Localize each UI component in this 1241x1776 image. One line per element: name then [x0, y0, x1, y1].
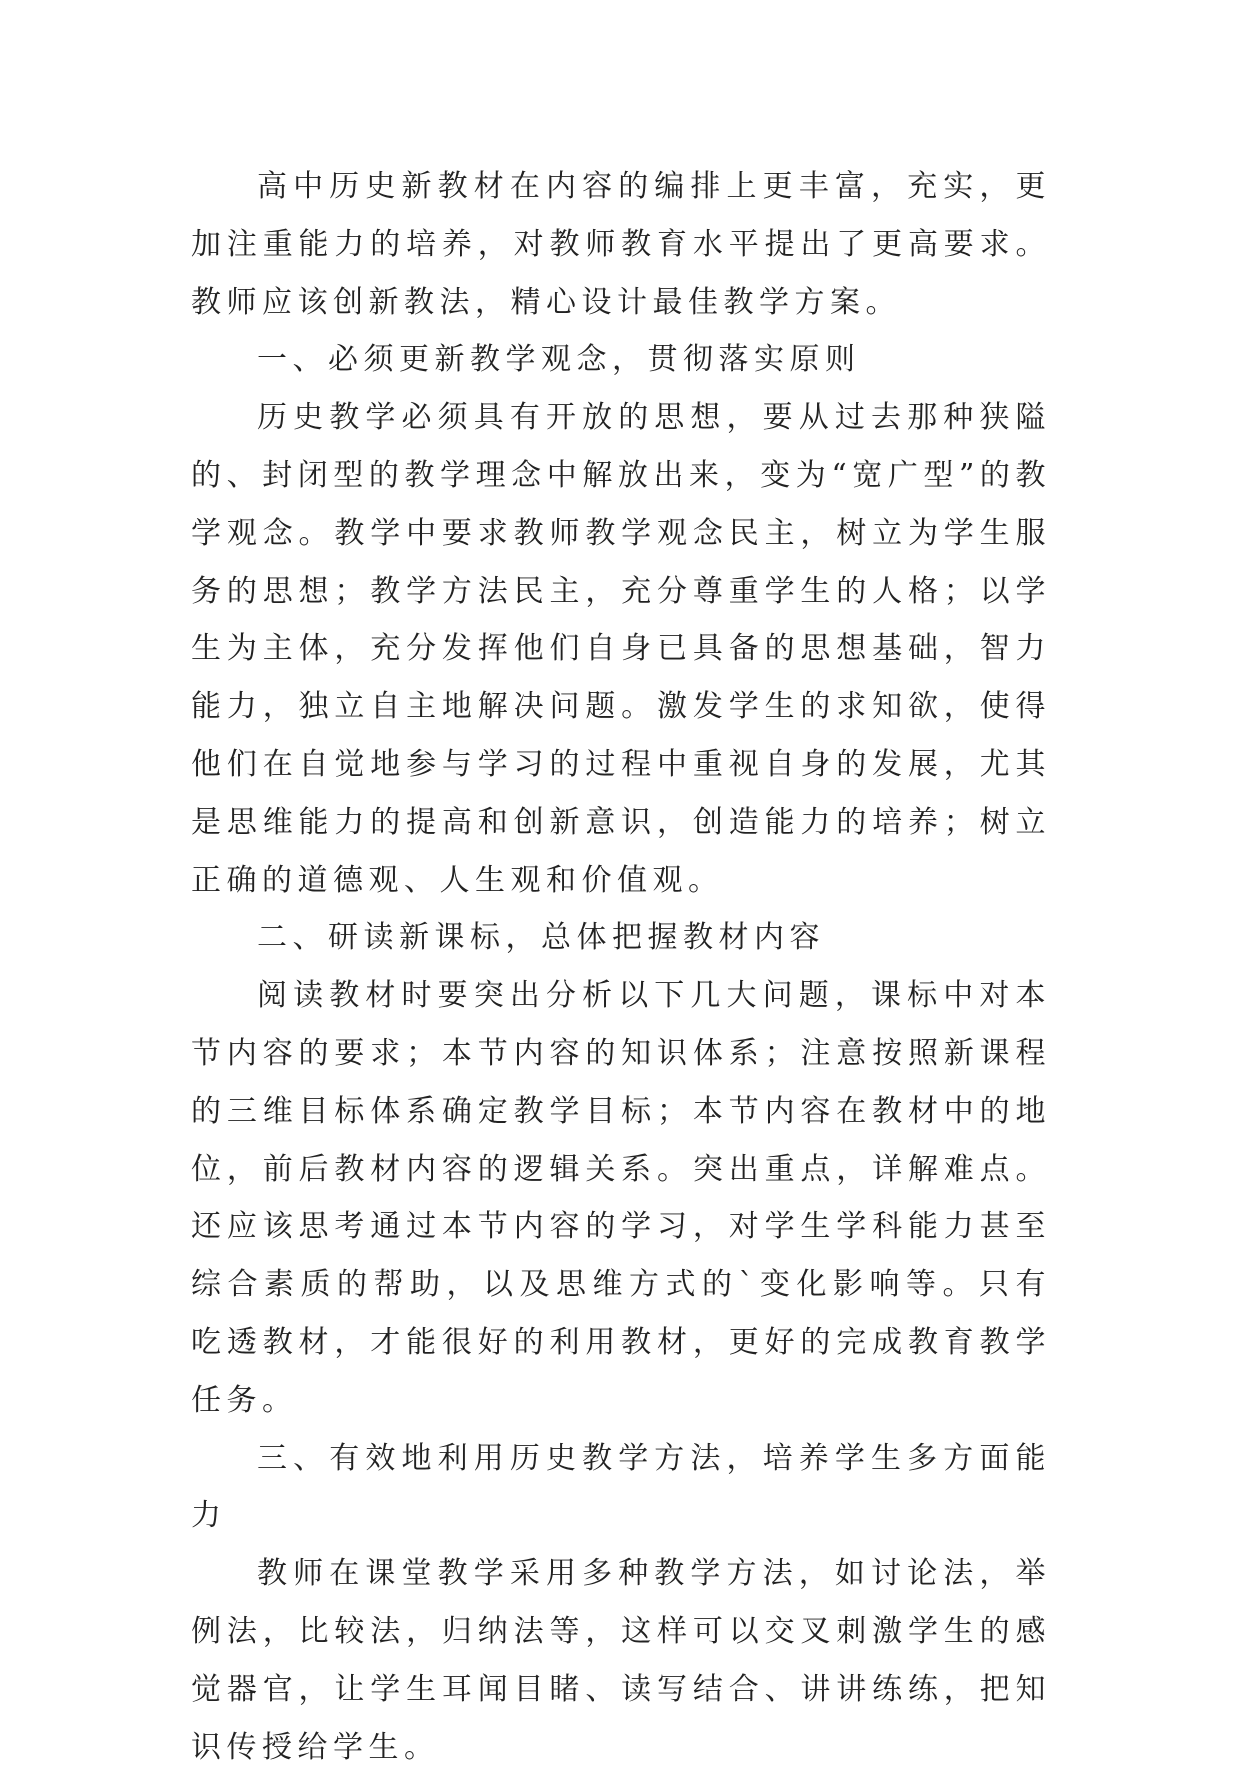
section-paragraph-1: 历史教学必须具有开放的思想，要从过去那种狭隘的、封闭型的教学理念中解放出来，变为“宽广型”的教学观念。教学中要求教师教学观念民主，树立为学生服务的思想；教学方法民主，充分尊重学生的人格；以学生为主体，充分发挥他们自身已具备的思想基础，智力能力，独立自主地解决问题。激发学生的求知欲，使得他们在自觉地参与学习的过程中重视自身的发展，尤其是思维能力的提高和创新意识，创造能力的培养；树立正确的道德观、人生观和价值观。 [191, 400, 1051, 898]
section-heading-3: 三、有效地利用历史教学方法，培养学生多方面能力 [191, 1440, 1051, 1534]
section-paragraph-2: 阅读教材时要突出分析以下几大问题，课标中对本节内容的要求；本节内容的知识体系；注意按照新课程的三维目标体系确定教学目标；本节内容在教材中的地位，前后教材内容的逻辑关系。突出重点，详解难点。还应该思考通过本节内容的学习，对学生学科能力甚至综合素质的帮助，以及思维方式的`变化影响等。只有吃透教材，才能很好的利用教材，更好的完成教育教学任务。 [191, 978, 1051, 1418]
document-body [191, 158, 1051, 1776]
intro-paragraph: 高中历史新教材在内容的编排上更丰富，充实，更加注重能力的培养，对教师教育水平提出了更高要求。教师应该创新教法，精心设计最佳教学方案。 [191, 169, 1051, 320]
section-heading-2: 二、研读新课标，总体把握教材内容 [257, 920, 825, 956]
section-paragraph-3: 教师在课堂教学采用多种教学方法，如讨论法，举例法，比较法，归纳法等，这样可以交叉刺激学生的感觉器官，让学生耳闻目睹、读写结合、讲讲练练，把知识传授给学生。 [191, 1556, 1051, 1765]
section-heading-1: 一、必须更新教学观念，贯彻落实原则 [257, 342, 861, 378]
